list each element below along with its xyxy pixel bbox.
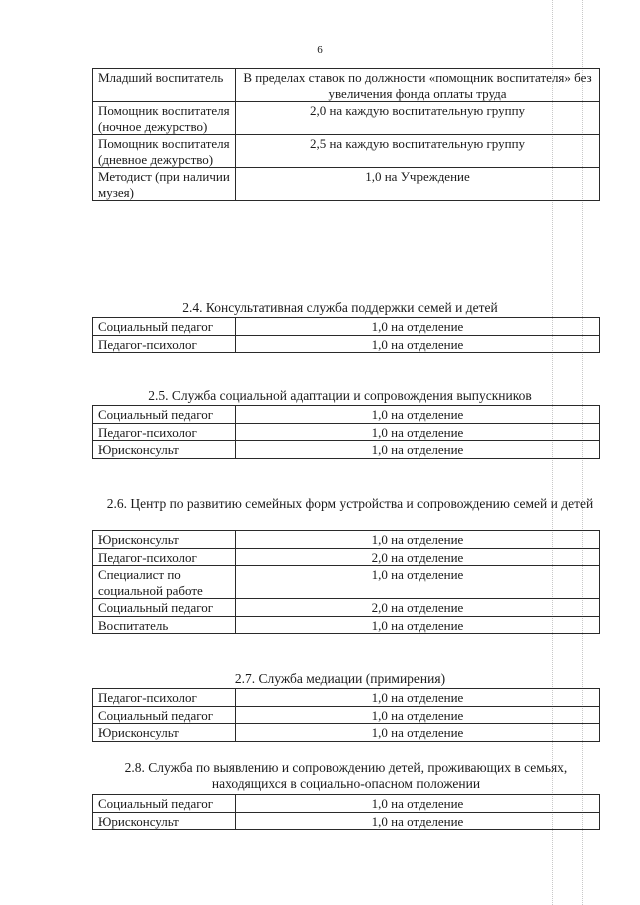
- table-row: [93, 599, 600, 617]
- position-cell: Педагог-психолог: [93, 423, 236, 441]
- section-title-2-5: 2.5. Служба социальной адаптации и сопровождения выпускников: [148, 388, 532, 403]
- norm-cell: 1,0 на отделение: [236, 335, 600, 353]
- section-title-2-8: 2.8. Служба по выявлению и сопровождению детей, проживающих в семьях, находящихся в социально-опасном положении: [124, 760, 568, 791]
- norm-cell: 1,0 на отделение: [236, 318, 600, 336]
- position-cell: Юрисконсульт: [93, 812, 236, 830]
- norm-cell: 2,5 на каждую воспитательную группу: [236, 135, 600, 168]
- norm-cell: 1,0 на отделение: [236, 423, 600, 441]
- norm-cell: 2,0 на отделение: [236, 599, 600, 617]
- table-row: [93, 423, 600, 441]
- norm-cell: 1,0 на отделение: [236, 566, 600, 599]
- staff-table-2-5: [92, 405, 600, 459]
- norm-cell: 1,0 на отделение: [236, 441, 600, 459]
- staff-table-2-7: [92, 688, 600, 742]
- norm-cell: В пределах ставок по должности «помощник воспитателя» без увеличения фонда оплаты труда: [236, 69, 600, 102]
- table-row: [93, 441, 600, 459]
- table-row: [93, 318, 600, 336]
- position-cell: Социальный педагог: [93, 599, 236, 617]
- norm-cell: 1,0 на отделение: [236, 531, 600, 549]
- staff-table-2-4: [92, 317, 600, 353]
- table-row: [93, 406, 600, 424]
- norm-cell: 1,0 на отделение: [236, 795, 600, 813]
- position-cell: Педагог-психолог: [93, 548, 236, 566]
- table-row: [93, 724, 600, 742]
- table-row: [93, 689, 600, 707]
- table-row: [93, 168, 600, 201]
- table-row: [93, 616, 600, 634]
- section-title-2-7: 2.7. Служба медиации (примирения): [234, 671, 446, 686]
- staff-table-continued: [92, 68, 600, 201]
- staff-table-2-8: [92, 794, 600, 830]
- norm-cell: 1,0 на Учреждение: [236, 168, 600, 201]
- table-row: [93, 335, 600, 353]
- position-cell: Юрисконсульт: [93, 724, 236, 742]
- norm-cell: 1,0 на отделение: [236, 724, 600, 742]
- position-cell: Помощник воспитателя (дневное дежурство): [93, 135, 236, 168]
- position-cell: Социальный педагог: [93, 706, 236, 724]
- table-row: [93, 795, 600, 813]
- section-title-2-6: 2.6. Центр по развитию семейных форм устройства и сопровождению семей и детей: [106, 496, 594, 511]
- table-row: [93, 135, 600, 168]
- position-cell: Педагог-психолог: [93, 689, 236, 707]
- position-cell: Социальный педагог: [93, 406, 236, 424]
- norm-cell: 2,0 на отделение: [236, 548, 600, 566]
- position-cell: Юрисконсульт: [93, 531, 236, 549]
- position-cell: Педагог-психолог: [93, 335, 236, 353]
- table-row: [93, 531, 600, 549]
- norm-cell: 1,0 на отделение: [236, 706, 600, 724]
- table-row: [93, 69, 600, 102]
- section-title-2-4: 2.4. Консультативная служба поддержки семей и детей: [182, 300, 498, 315]
- norm-cell: 1,0 на отделение: [236, 406, 600, 424]
- norm-cell: 1,0 на отделение: [236, 689, 600, 707]
- position-cell: Методист (при наличии музея): [93, 168, 236, 201]
- position-cell: Воспитатель: [93, 616, 236, 634]
- table-row: [93, 548, 600, 566]
- table-row: [93, 706, 600, 724]
- position-cell: Помощник воспитателя (ночное дежурство): [93, 102, 236, 135]
- table-row: [93, 102, 600, 135]
- norm-cell: 2,0 на каждую воспитательную группу: [236, 102, 600, 135]
- norm-cell: 1,0 на отделение: [236, 616, 600, 634]
- staff-table-2-6: [92, 530, 600, 634]
- position-cell: Младший воспитатель: [93, 69, 236, 102]
- page-number: 6: [317, 44, 323, 56]
- table-row: [93, 812, 600, 830]
- position-cell: Социальный педагог: [93, 795, 236, 813]
- table-row: [93, 566, 600, 599]
- position-cell: Социальный педагог: [93, 318, 236, 336]
- position-cell: Юрисконсульт: [93, 441, 236, 459]
- norm-cell: 1,0 на отделение: [236, 812, 600, 830]
- position-cell: Специалист по социальной работе: [93, 566, 236, 599]
